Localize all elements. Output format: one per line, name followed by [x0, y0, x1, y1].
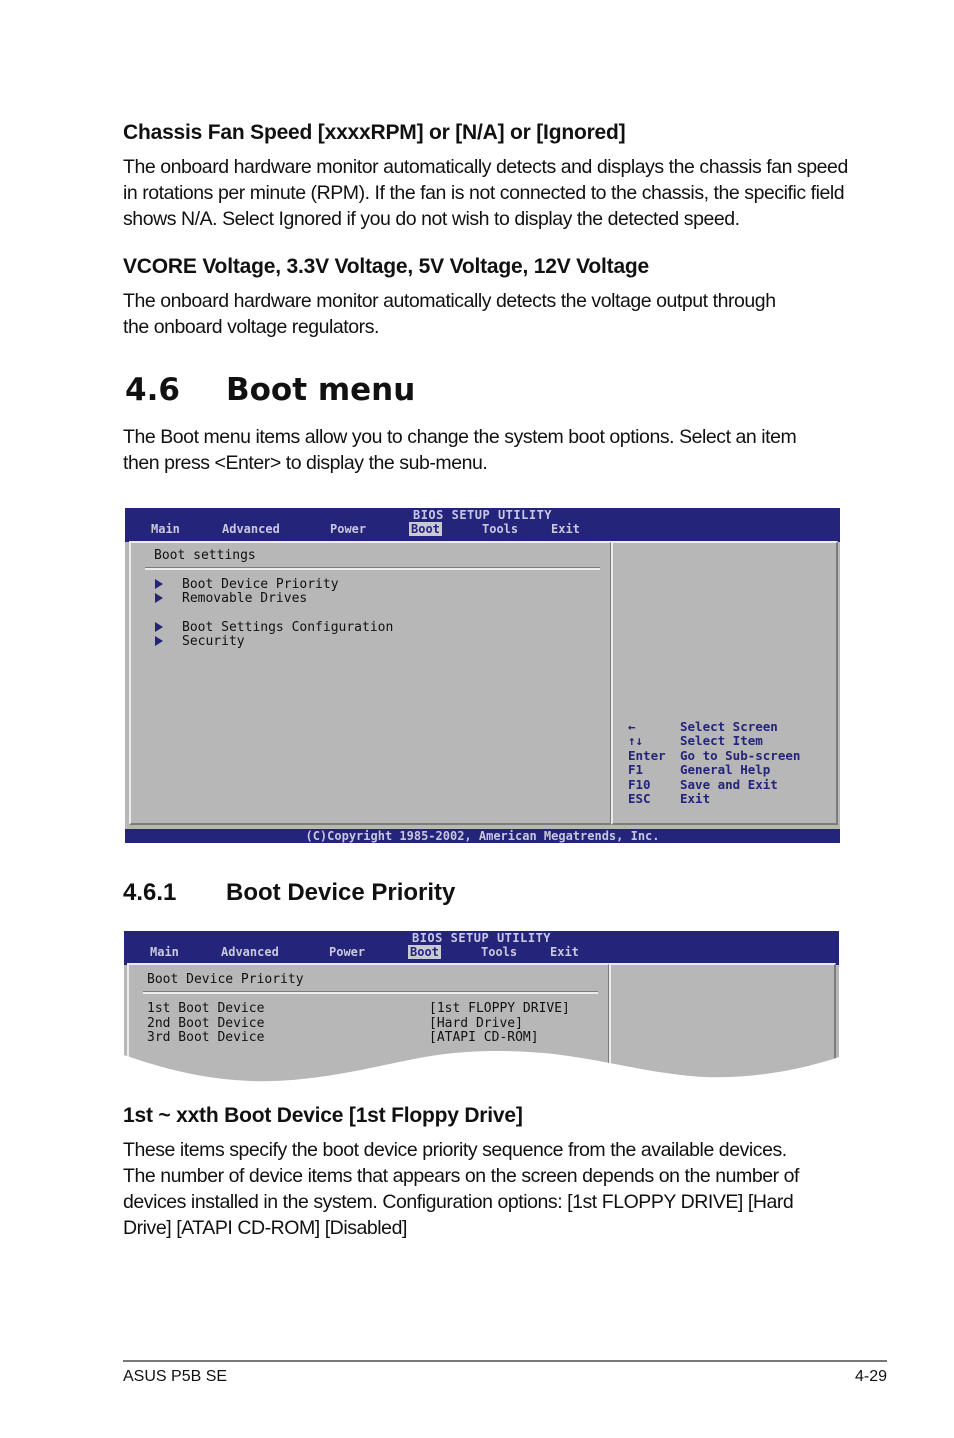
- paragraph-line: The number of device items that appears on the screen depends on the number of: [123, 1165, 800, 1187]
- help-key-up-down-arrows-icon: ↑↓: [628, 733, 644, 748]
- bios-panel-title: Boot settings: [154, 548, 256, 563]
- help-key-enter: Enter: [628, 748, 666, 763]
- submenu-arrow-icon: [155, 622, 163, 632]
- paragraph-line: in rotations per minute (RPM). If the fan is not connected to the chassis, the specific field: [123, 182, 845, 204]
- torn-edge: [124, 1049, 839, 1083]
- bios-menu-power[interactable]: Power: [330, 522, 367, 536]
- help-desc: Exit: [680, 791, 711, 806]
- bios-screen-boot-device-priority: [124, 931, 839, 1083]
- boot-device-value[interactable]: [Hard Drive]: [429, 1016, 523, 1031]
- paragraph-1st-boot-device: [123, 1137, 883, 1241]
- paragraph-line: These items specify the boot device priority sequence from the available devices.: [123, 1139, 787, 1161]
- help-desc: Select Screen: [680, 719, 778, 734]
- boot-device-label: 1st Boot Device: [147, 1001, 265, 1016]
- bios-screen-boot-menu: [125, 508, 840, 843]
- paragraph-boot-menu: [123, 424, 883, 476]
- bios-menu-main[interactable]: Main: [151, 522, 180, 536]
- bios-left-panel: [129, 541, 612, 825]
- submenu-arrow-icon: [155, 636, 163, 646]
- section-number-4-6-1: 4.6.1: [123, 879, 177, 906]
- submenu-arrow-icon: [155, 593, 163, 603]
- bios-panel-title: Boot Device Priority: [147, 972, 304, 987]
- boot-device-value[interactable]: [ATAPI CD-ROM]: [429, 1030, 539, 1045]
- paragraph-line: The Boot menu items allow you to change the system boot options. Select an item: [123, 426, 797, 448]
- paragraph-vcore: [123, 288, 883, 340]
- section-title-boot-device-priority: Boot Device Priority: [226, 879, 456, 906]
- paragraph-line: shows N/A. Select Ignored if you do not wish to display the detected speed.: [123, 208, 740, 230]
- bios-menu-exit[interactable]: Exit: [550, 945, 579, 959]
- bios-menu-main[interactable]: Main: [150, 945, 179, 959]
- divider: [145, 567, 600, 570]
- help-key-esc: ESC: [628, 791, 651, 806]
- heading-vcore-voltage: VCORE Voltage, 3.3V Voltage, 5V Voltage, 12V Voltage: [123, 255, 650, 278]
- bios-menu-advanced[interactable]: Advanced: [222, 522, 280, 536]
- bios-menu-tools[interactable]: Tools: [481, 945, 518, 959]
- paragraph-line: devices installed in the system. Configuration options: [1st FLOPPY DRIVE] [Hard: [123, 1191, 794, 1213]
- bios-title-bar: [125, 508, 840, 542]
- help-desc: Select Item: [680, 733, 763, 748]
- section-number-4-6: 4.6: [125, 372, 180, 408]
- footer-page-number: 4-29: [854, 1368, 887, 1385]
- paragraph-chassis-fan: [123, 154, 883, 232]
- help-key-f10: F10: [628, 777, 651, 792]
- bios-copyright-bar: (C)Copyright 1985-2002, American Megatrends, Inc.: [125, 829, 840, 843]
- bios-item-boot-device-priority[interactable]: Boot Device Priority: [182, 577, 339, 592]
- paragraph-line: The onboard hardware monitor automatically detects and displays the chassis fan speed: [123, 156, 848, 178]
- bios-utility-title: BIOS SETUP UTILITY: [411, 931, 552, 945]
- paragraph-line: The onboard hardware monitor automatically detects the voltage output through: [123, 290, 776, 312]
- boot-device-label: 2nd Boot Device: [147, 1016, 265, 1031]
- bios-menu-boot[interactable]: Boot: [410, 945, 439, 959]
- paragraph-line: Drive] [ATAPI CD-ROM] [Disabled]: [123, 1217, 407, 1239]
- help-key-left-arrow-icon: ←: [628, 719, 636, 734]
- bios-menu-advanced[interactable]: Advanced: [221, 945, 279, 959]
- footer-product-name: ASUS P5B SE: [123, 1368, 228, 1385]
- section-title-boot-menu: Boot menu: [226, 372, 416, 408]
- bios-item-security[interactable]: Security: [182, 634, 245, 649]
- boot-device-label: 3rd Boot Device: [147, 1030, 265, 1045]
- help-desc: Save and Exit: [680, 777, 778, 792]
- bios-menu-boot[interactable]: Boot: [411, 522, 440, 536]
- help-desc: General Help: [680, 762, 771, 777]
- help-key-f1: F1: [628, 762, 644, 777]
- heading-1st-boot-device: 1st ~ xxth Boot Device [1st Floppy Drive]: [123, 1104, 523, 1127]
- bios-menu-exit[interactable]: Exit: [551, 522, 580, 536]
- paragraph-line: the onboard voltage regulators.: [123, 316, 379, 338]
- boot-device-value[interactable]: [1st FLOPPY DRIVE]: [429, 1001, 570, 1016]
- divider: [143, 991, 598, 994]
- help-desc: Go to Sub-screen: [680, 748, 801, 763]
- bios-menu-tools[interactable]: Tools: [482, 522, 519, 536]
- heading-chassis-fan-speed: Chassis Fan Speed [xxxxRPM] or [N/A] or [Ignored]: [123, 121, 626, 144]
- bios-menu-power[interactable]: Power: [329, 945, 366, 959]
- bios-title-bar: [124, 931, 839, 965]
- paragraph-line: then press <Enter> to display the sub-menu.: [123, 452, 488, 474]
- bios-utility-title: BIOS SETUP UTILITY: [412, 508, 553, 522]
- submenu-arrow-icon: [155, 579, 163, 589]
- footer-rule: [123, 1360, 887, 1362]
- bios-item-boot-settings-configuration[interactable]: Boot Settings Configuration: [182, 620, 394, 635]
- bios-item-removable-drives[interactable]: Removable Drives: [182, 591, 308, 606]
- bios-help-panel: [611, 541, 838, 825]
